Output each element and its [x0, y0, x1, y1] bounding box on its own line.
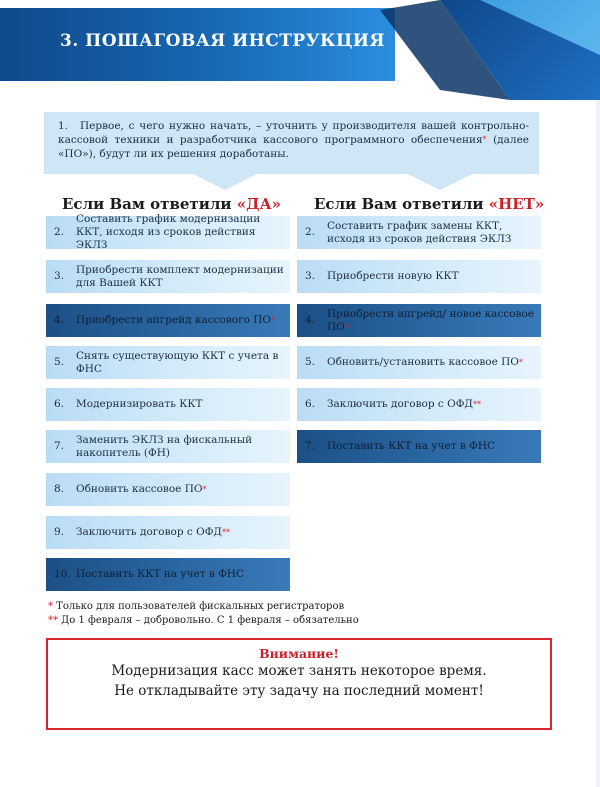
no-step-7 — [297, 430, 541, 463]
intro-step — [44, 112, 539, 174]
header-banner — [0, 0, 600, 100]
step-number: 7. — [54, 440, 65, 452]
step-text — [76, 264, 290, 290]
warning-title: Внимание! — [259, 646, 339, 661]
step-text-main: Заключить договор с ОФД — [327, 398, 473, 410]
yes-step-9 — [46, 516, 290, 549]
step-text-main: Составить график замены ККТ, исходя из сроков действия ЭКЛЗ — [327, 219, 512, 245]
no-heading-answer: «НЕТ» — [488, 195, 545, 213]
footnote-1 — [48, 600, 359, 614]
step-text — [76, 434, 290, 460]
yes-step-3 — [46, 260, 290, 293]
step-footnote-mark: * — [518, 358, 523, 367]
footnote-2-mark: ** — [48, 615, 58, 626]
footnotes — [48, 600, 359, 628]
intro-step-number: 1. — [58, 120, 69, 132]
step-text-main: Обновить кассовое ПО — [76, 483, 203, 495]
step-number: 5. — [305, 356, 316, 368]
step-text-main: Заключить договор с ОФД — [76, 526, 222, 538]
warning-line-1: Модернизация касс может занять некоторое время. — [111, 663, 487, 679]
step-text — [76, 350, 290, 376]
step-text — [76, 483, 212, 496]
page-title: 3. ПОШАГОВАЯ ИНСТРУКЦИЯ — [60, 31, 385, 51]
step-number: 8. — [54, 483, 65, 495]
step-text-main: Приобрести комплект модернизации для Вашей ККТ — [76, 263, 284, 289]
no-step-4 — [297, 304, 541, 337]
step-number: 4. — [54, 314, 65, 326]
step-number: 9. — [54, 526, 65, 538]
step-number: 4. — [305, 314, 316, 326]
step-number: 6. — [305, 398, 316, 410]
step-footnote-mark: * — [202, 485, 207, 494]
no-step-2 — [297, 216, 541, 249]
step-text-main: Поставить ККТ на учет в ФНС — [327, 440, 496, 452]
footnote-1-text: Только для пользователей фискальных регистраторов — [53, 601, 345, 612]
step-number: 2. — [305, 226, 316, 238]
step-text — [327, 220, 541, 246]
yes-column-heading — [62, 195, 281, 213]
footnote-2 — [48, 614, 359, 628]
yes-step-6 — [46, 388, 290, 421]
step-text — [76, 398, 209, 411]
yes-step-5 — [46, 346, 290, 379]
yes-heading-answer: «ДА» — [236, 195, 282, 213]
step-text — [327, 398, 487, 411]
step-text-main: Приобрести апгрейд/ новое кассовое ПО — [327, 307, 534, 333]
step-number: 6. — [54, 398, 65, 410]
warning-box — [46, 638, 552, 730]
step-text — [327, 308, 541, 334]
step-footnote-mark: ** — [472, 400, 481, 409]
step-number: 3. — [54, 270, 65, 282]
footnote-2-text: До 1 февраля – добровольно. С 1 февраля – обязательно — [58, 615, 359, 626]
step-number: 5. — [54, 356, 65, 368]
no-column-heading — [314, 195, 544, 213]
step-number: 2. — [54, 226, 65, 238]
step-text — [327, 440, 501, 453]
step-text-main: Модернизировать ККТ — [76, 398, 203, 410]
step-number: 3. — [305, 270, 316, 282]
step-text-main: Обновить/установить кассовое ПО — [327, 356, 519, 368]
step-text — [76, 568, 250, 581]
yes-step-4 — [46, 304, 290, 337]
step-text-main: Поставить ККТ на учет в ФНС — [76, 568, 245, 580]
arrow-to-yes — [189, 172, 261, 190]
intro-step-text-end: (далее «ПО»), будут ли их решения доработаны. — [58, 134, 529, 160]
step-text — [76, 314, 281, 327]
step-text-main: Приобрести новую ККТ — [327, 270, 459, 282]
step-text-main: Заменить ЭКЛЗ на фискальный накопитель (ФН) — [76, 433, 253, 459]
step-text-main: Составить график модернизации ККТ, исходя из сроков действия ЭКЛЗ — [76, 213, 261, 251]
step-text — [76, 213, 290, 252]
intro-footnote-mark: * — [482, 135, 487, 144]
yes-heading-prefix: Если Вам ответили — [62, 195, 237, 213]
step-text-main: Приобрести апгрейд кассового ПО — [76, 314, 272, 326]
step-footnote-mark: * — [344, 322, 349, 332]
no-step-6 — [297, 388, 541, 421]
step-footnote-mark: * — [271, 316, 276, 325]
yes-step-8 — [46, 473, 290, 506]
yes-step-10 — [46, 558, 290, 591]
warning-line-2: Не откладывайте эту задачу на последний момент! — [114, 683, 484, 699]
no-heading-prefix: Если Вам ответили — [314, 195, 489, 213]
step-text — [76, 526, 236, 539]
intro-step-text: Первое, с чего нужно начать, – уточнить у производителя вашей контрольно-кассовой техники и разработчика кассового программного обеспечения — [58, 120, 529, 146]
step-text-main: Снять существующую ККТ с учета в ФНС — [76, 349, 279, 375]
step-footnote-mark: ** — [221, 528, 230, 537]
step-text — [327, 270, 465, 283]
arrow-to-no — [404, 172, 476, 190]
no-step-5 — [297, 346, 541, 379]
no-step-3 — [297, 260, 541, 293]
step-number: 7. — [305, 440, 316, 452]
footnote-1-mark: * — [48, 601, 53, 612]
step-text — [327, 356, 529, 369]
step-number: 10. — [54, 568, 71, 580]
yes-step-7 — [46, 430, 290, 463]
yes-step-2 — [46, 213, 290, 251]
